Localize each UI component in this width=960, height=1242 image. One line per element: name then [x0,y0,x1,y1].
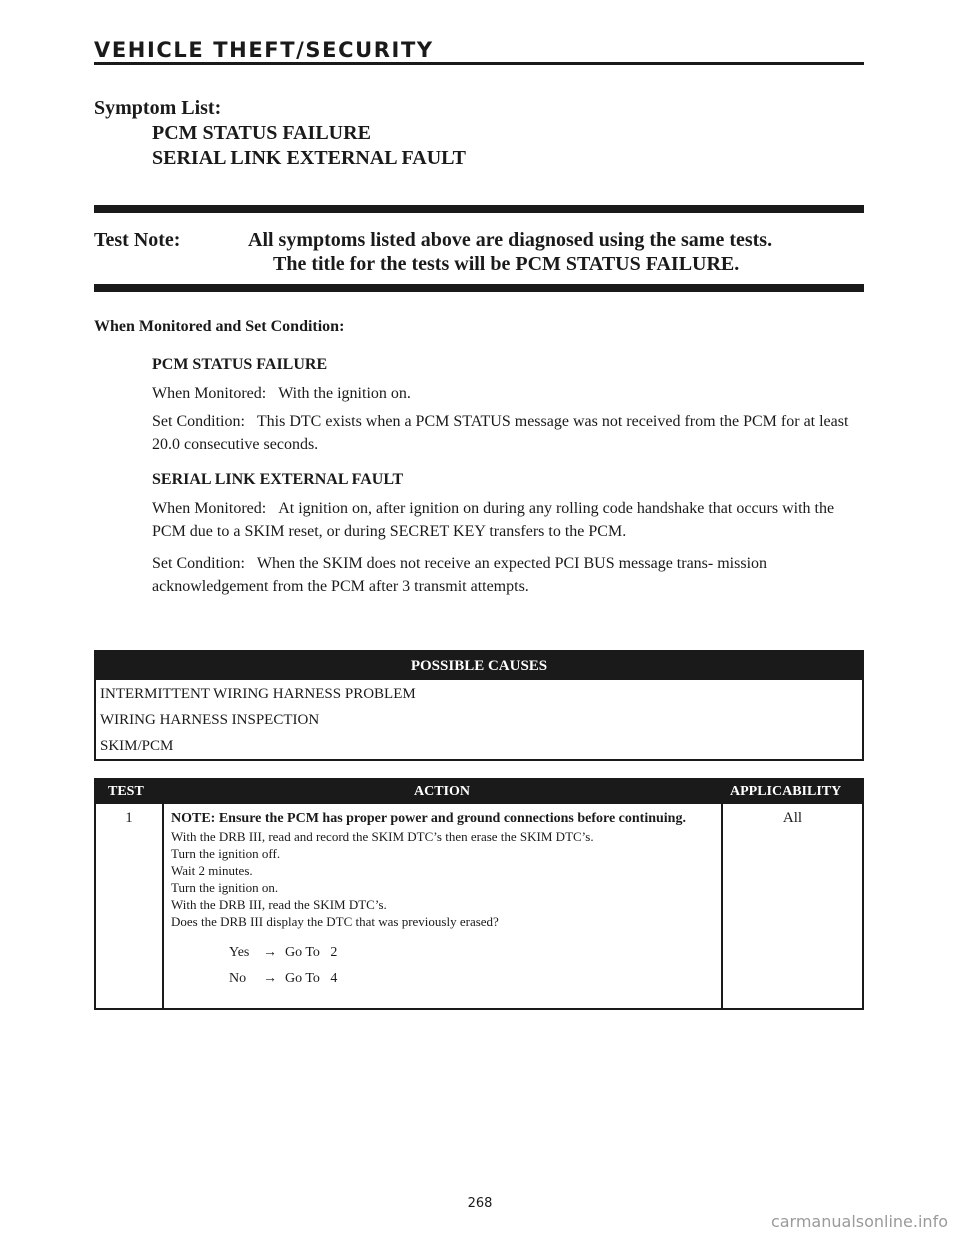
pcm-when-monitored [152,382,864,405]
symptom-item: PCM STATUS FAILURE [152,122,371,144]
answer-no [171,970,716,987]
column-divider [721,804,723,1008]
serial-link-title: SERIAL LINK EXTERNAL FAULT [152,471,404,488]
test-note-label: Test Note: [94,229,181,251]
possible-causes-table [94,650,864,761]
applicability-value: All [782,810,803,826]
set-condition-label: Set Condition: [152,555,245,572]
arrow-right-icon: → [263,945,277,960]
column-divider [162,804,164,1008]
cause-row: SKIM/PCM [100,738,174,754]
test-column-header: TEST [108,784,144,799]
test-action-cell [171,810,716,987]
when-monitored-text: With the ignition on. [278,385,411,402]
when-monitored-text: At ignition on, after ignition on during any rolling code handshake that occurs with the PCM due to a SKIM reset, or during SECRET KEY transfers to the PCM. [152,500,835,540]
when-monitored-label: When Monitored: [152,500,267,517]
section-title: VEHICLE THEFT/SECURITY [94,38,434,62]
test-note: NOTE: Ensure the PCM has proper power and ground connections before continuing. [171,811,686,826]
title-rule [94,62,864,65]
test-note-line: The title for the tests will be PCM STATUS FAILURE. [273,253,740,275]
goto-text: Go To 4 [285,971,338,986]
test-number: 1 [125,810,133,826]
goto-text: Go To 2 [285,945,338,960]
cause-row: WIRING HARNESS INSPECTION [100,712,320,728]
test-step: Turn the ignition off. [171,846,281,861]
set-condition-text: This DTC exists when a PCM STATUS message was not received from the PCM for at least 20.0 consecutive seconds. [152,413,849,453]
arrow-right-icon: → [263,971,277,986]
symptom-list-label: Symptom List: [94,97,222,119]
test-action-table [94,778,864,1010]
divider-rule [94,205,864,213]
when-monitored-label: When Monitored: [152,385,267,402]
applicability-column-header: APPLICABILITY [730,784,842,799]
serial-set-condition [152,552,864,598]
pcm-failure-title: PCM STATUS FAILURE [152,356,328,373]
test-step: With the DRB III, read and record the SKIM DTC’s then erase the SKIM DTC’s. [171,829,594,844]
test-note-line: All symptoms listed above are diagnosed using the same tests. [248,229,773,251]
test-step: Turn the ignition on. [171,880,279,895]
cause-row: INTERMITTENT WIRING HARNESS PROBLEM [100,686,416,702]
answer-label: Yes [229,945,250,960]
answer-yes [171,944,716,961]
test-step: Does the DRB III display the DTC that was previously erased? [171,914,499,929]
possible-causes-header: POSSIBLE CAUSES [96,652,862,680]
divider-rule [94,284,864,292]
serial-when-monitored [152,497,864,543]
set-condition-label: Set Condition: [152,413,245,430]
page-number: 268 [467,1196,493,1211]
watermark: carmanualsonline.info [770,1212,948,1231]
pcm-set-condition [152,410,864,456]
test-step: Wait 2 minutes. [171,863,253,878]
action-column-header: ACTION [414,784,471,799]
test-step: With the DRB III, read the SKIM DTC’s. [171,897,387,912]
monitored-heading: When Monitored and Set Condition: [94,318,345,335]
test-table-header [96,780,862,804]
answer-label: No [229,971,247,986]
symptom-item: SERIAL LINK EXTERNAL FAULT [152,147,466,169]
set-condition-text: When the SKIM does not receive an expected PCI BUS message trans- mission acknowledgement from the PCM after 3 transmit attempts. [152,555,768,595]
